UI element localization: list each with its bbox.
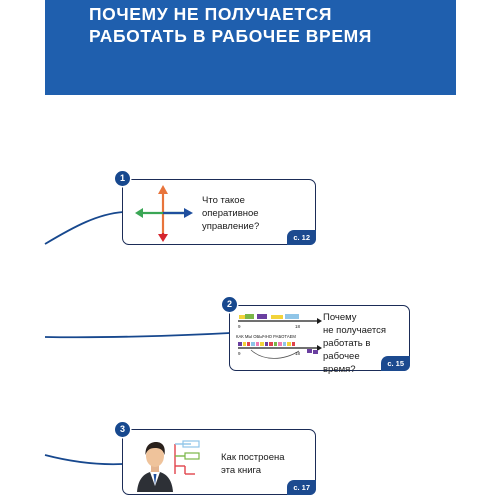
toc-card-2-line-2: не получается <box>323 325 387 336</box>
toc-card-1-line-1: Что такое <box>202 195 245 206</box>
page-tag-1[interactable]: с. 12 <box>287 230 316 245</box>
connector-line-3 <box>45 455 123 464</box>
timeline-tick-right-2: 18 <box>295 351 301 356</box>
connector-line-2 <box>45 333 230 337</box>
section-number-badge-2: 2 <box>222 297 237 312</box>
toc-card-1-line-2: оперативное <box>202 208 259 219</box>
page-tag-2[interactable]: с. 15 <box>381 356 410 371</box>
toc-card-2-line-1: Почему <box>323 312 357 323</box>
timeline-diagram-icon <box>233 309 323 367</box>
section-number-badge-1: 1 <box>115 171 130 186</box>
toc-card-2-line-4: время? <box>323 364 356 375</box>
businessman-icon <box>135 434 215 492</box>
toc-card-2[interactable] <box>229 305 410 375</box>
toc-card-2-line-3: работать в рабочее <box>323 338 371 362</box>
connector-line-1 <box>45 212 123 244</box>
toc-card-3-line-2: эта книга <box>221 465 262 476</box>
toc-card-1-line-3: управление? <box>202 221 260 232</box>
timeline-tick-left: 9 <box>238 324 241 329</box>
toc-card-1-text <box>202 194 259 233</box>
page-title-line-2: РАБОТАТЬ В РАБОЧЕЕ ВРЕМЯ <box>89 26 372 46</box>
page-title-line-1: ПОЧЕМУ НЕ ПОЛУЧАЕТСЯ <box>89 4 333 24</box>
toc-card-1[interactable] <box>122 179 316 245</box>
timeline-caption: КАК МЫ ОБЫЧНО РАБОТАЕМ <box>236 334 296 339</box>
section-number-badge-3: 3 <box>115 422 130 437</box>
crossed-arrows-icon <box>133 183 195 243</box>
toc-card-3-text <box>221 451 285 477</box>
timeline-tick-left-2: 9 <box>238 351 241 356</box>
page-tag-3[interactable]: с. 17 <box>287 480 316 495</box>
timeline-tick-right: 18 <box>295 324 301 329</box>
toc-card-3-line-1: Как построена <box>221 452 285 463</box>
toc-card-3[interactable] <box>122 429 316 495</box>
